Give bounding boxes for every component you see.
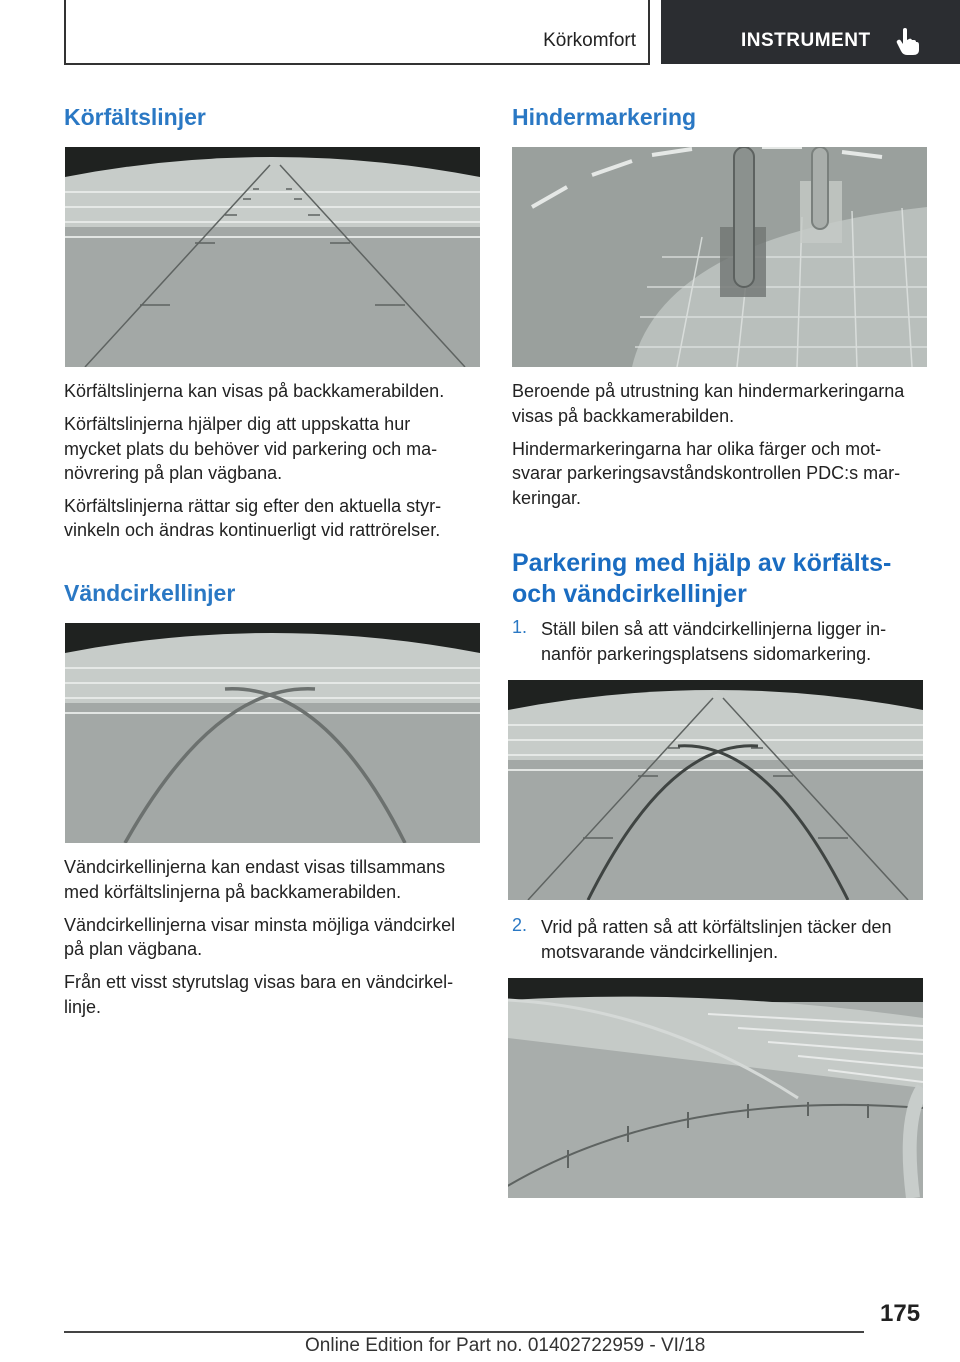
paragraph: Körfältslinjerna hjälper dig att uppskatta hur [64, 414, 411, 434]
paragraph: növrering på plan vägbana. [64, 463, 283, 483]
step-number: 2. [512, 915, 528, 935]
heading-line-2: och vändcirkellinjer [512, 580, 747, 608]
paragraph: Från ett visst styrutslag visas bara en vändcirkel‐ [64, 972, 454, 992]
footer-rule [64, 1331, 864, 1333]
figure-lane-lines [65, 147, 480, 367]
header-section-title: Körkomfort [543, 30, 636, 51]
heading-line-1: Parkering med hjälp av körfälts‐ [512, 549, 892, 577]
paragraph: på plan vägbana. [64, 939, 203, 959]
heading-obstacle-marking: Hindermarkering [512, 104, 697, 130]
paragraph: Vändcirkellinjerna kan endast visas tillsammans [64, 857, 446, 877]
step-text: motsvarande vändcirkellinjen. [541, 942, 779, 962]
paragraph: Körfältslinjerna rättar sig efter den aktuella styr‐ [64, 496, 442, 516]
heading-lane-lines: Körfältslinjer [64, 104, 206, 130]
pointing-hand-icon [896, 28, 920, 56]
figure-obstacle-marking [512, 147, 927, 367]
paragraph: Körfältslinjerna kan visas på backkamerabilden. [64, 381, 445, 401]
paragraph: Vändcirkellinjerna visar minsta möjliga vändcirkel [64, 915, 456, 935]
header-divider [648, 0, 650, 64]
paragraph: keringar. [512, 488, 582, 508]
paragraph: Beroende på utrustning kan hindermarkeringarna [512, 381, 905, 401]
paragraph: svarar parkeringsavståndskontrollen PDC:s mar‐ [512, 463, 901, 483]
step-text: Ställ bilen så att vändcirkellinjerna ligger in‐ [541, 619, 887, 639]
paragraph: Hindermarkeringarna har olika färger och mot‐ [512, 439, 882, 459]
header-left-rule [64, 0, 66, 64]
footer-edition-text: Online Edition for Part no. 01402722959 - VI/18 [305, 1335, 706, 1356]
paragraph: mycket plats du behöver vid parkering och ma‐ [64, 439, 438, 459]
figure-turning-circle-lines [65, 623, 480, 843]
step-number: 1. [512, 617, 528, 637]
paragraph: linje. [64, 997, 102, 1017]
heading-turning-lines: Vändcirkellinjer [64, 580, 236, 606]
heading-parking-with-lines [512, 548, 891, 610]
figure-step-1-combined-lines [508, 680, 923, 900]
header-chapter-label: INSTRUMENT [741, 30, 871, 51]
paragraph: med körfältslinjerna på backkamerabilden. [64, 882, 402, 902]
page-number: 175 [880, 1300, 921, 1327]
paragraph: vinkeln och ändras kontinuerligt vid rattrörelser. [64, 520, 441, 540]
step-text: Vrid på ratten så att körfältslinjen täcker den [541, 917, 892, 937]
figure-step-2-aligned-lines [508, 978, 923, 1198]
paragraph: visas på backkamerabilden. [512, 406, 735, 426]
header-bottom-rule [64, 63, 650, 65]
step-text: nanför parkeringsplatsens sidomarkering. [541, 644, 872, 664]
